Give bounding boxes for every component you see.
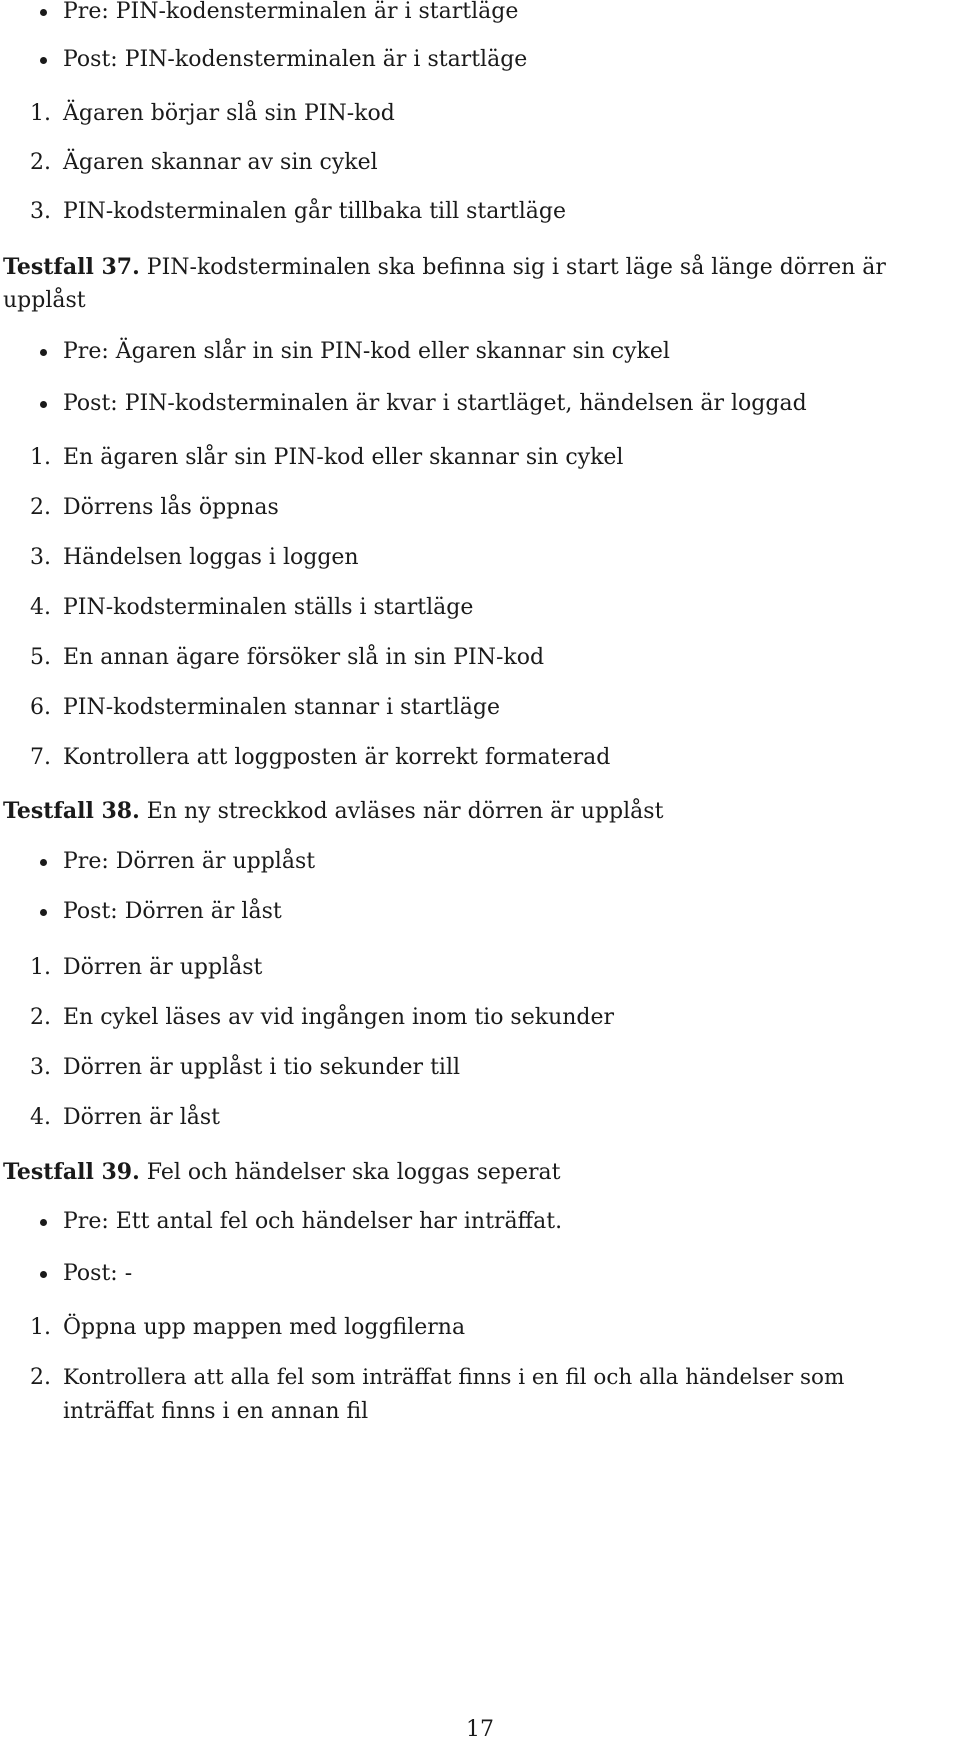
step-text: Dörren är upplåst i tio sekunder till — [63, 1055, 461, 1080]
step-number: 2. — [30, 1365, 51, 1390]
postcondition: Post: PIN-kodsterminalen är kvar i startläget, händelsen är loggad — [63, 391, 807, 416]
step-text: PIN-kodsterminalen ställs i startläge — [63, 595, 474, 620]
step-number: 3. — [30, 199, 51, 224]
testcase-label: Testfall 38. — [3, 798, 140, 824]
bullet-icon — [40, 349, 47, 356]
postcondition: Post: - — [63, 1261, 133, 1286]
testcase-title: En ny streckkod avläses när dörren är upplåst — [146, 799, 664, 824]
step-number: 7. — [30, 745, 51, 770]
precondition: Pre: Dörren är upplåst — [63, 849, 316, 874]
bullet-icon — [40, 1219, 47, 1226]
bullet-icon — [40, 57, 47, 64]
testcase-title: Fel och händelser ska loggas seperat — [146, 1160, 561, 1185]
step-text: PIN-kodsterminalen stannar i startläge — [63, 695, 501, 720]
step-number: 2. — [30, 495, 51, 520]
step-text: En cykel läses av vid ingången inom tio sekunder — [63, 1005, 615, 1030]
step-text: PIN-kodsterminalen går tillbaka till startläge — [63, 199, 567, 224]
postcondition: Post: Dörren är låst — [63, 899, 282, 924]
step-number: 3. — [30, 1055, 51, 1080]
testcase-title-continued: upplåst — [3, 288, 86, 313]
testcase-heading — [3, 796, 663, 827]
step-number: 5. — [30, 645, 51, 670]
bullet-icon — [40, 9, 47, 16]
testcase-heading — [3, 1157, 560, 1188]
step-text: En ägaren slår sin PIN-kod eller skannar sin cykel — [63, 445, 624, 470]
step-text: Händelsen loggas i loggen — [63, 545, 359, 570]
bullet-icon — [40, 909, 47, 916]
bullet-icon — [40, 401, 47, 408]
step-number: 1. — [30, 1315, 51, 1340]
step-number: 6. — [30, 695, 51, 720]
step-number: 4. — [30, 1105, 51, 1130]
page-number: 17 — [466, 1717, 494, 1742]
step-text: Ägaren börjar slå sin PIN-kod — [63, 101, 395, 126]
testcase-title: PIN-kodsterminalen ska befinna sig i start läge så länge dörren är — [146, 255, 886, 280]
step-number: 3. — [30, 545, 51, 570]
testcase-heading — [3, 252, 886, 283]
step-number: 1. — [30, 445, 51, 470]
step-text: Dörren är upplåst — [63, 955, 263, 980]
step-number: 1. — [30, 101, 51, 126]
step-text: Öppna upp mappen med loggfilerna — [63, 1315, 466, 1340]
step-number: 2. — [30, 150, 51, 175]
step-number: 1. — [30, 955, 51, 980]
bullet-icon — [40, 859, 47, 866]
precondition: Pre: Ett antal fel och händelser har inträffat. — [63, 1209, 563, 1234]
postcondition: Post: PIN-kodensterminalen är i startläge — [63, 47, 528, 72]
step-text: En annan ägare försöker slå in sin PIN-kod — [63, 645, 545, 670]
step-text-continued: inträffat finns i en annan fil — [63, 1399, 369, 1424]
step-number: 4. — [30, 595, 51, 620]
testcase-label: Testfall 37. — [3, 254, 140, 280]
precondition: Pre: Ägaren slår in sin PIN-kod eller skannar sin cykel — [63, 339, 670, 364]
step-text: Kontrollera att loggposten är korrekt formaterad — [63, 745, 611, 770]
step-text: Ägaren skannar av sin cykel — [63, 150, 378, 175]
testcase-label: Testfall 39. — [3, 1159, 140, 1185]
step-text: Kontrollera att alla fel som inträffat finns i en fil och alla händelser som — [63, 1365, 845, 1390]
bullet-icon — [40, 1271, 47, 1278]
step-text: Dörren är låst — [63, 1105, 221, 1130]
step-text: Dörrens lås öppnas — [63, 495, 279, 520]
step-number: 2. — [30, 1005, 51, 1030]
precondition: Pre: PIN-kodensterminalen är i startläge — [63, 0, 519, 24]
